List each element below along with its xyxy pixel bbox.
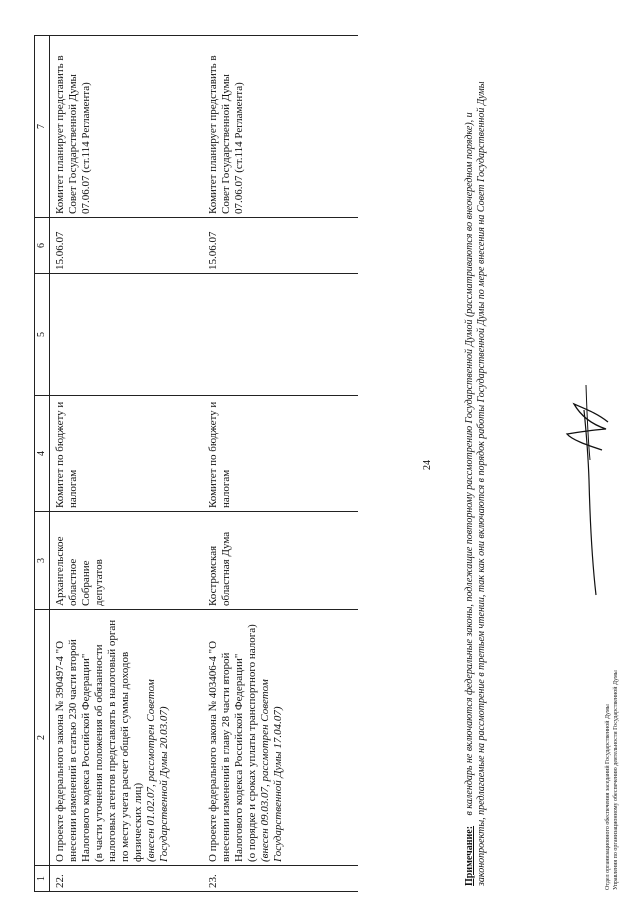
date: 15.06.07 xyxy=(50,218,204,274)
row-number: 22. xyxy=(50,866,204,892)
row-number: 23. xyxy=(203,866,358,892)
col-header-7: 7 xyxy=(35,36,50,218)
bill-description xyxy=(50,610,204,866)
col-header-4: 4 xyxy=(35,396,50,512)
footer-line-2: Управления по организационному обеспечению деятельности Государственной Думы xyxy=(613,670,619,890)
col5-cell xyxy=(50,274,204,396)
bill-introduced: (внесен 01.02.07, рассмотрен Советом Государственной Думы 20.03.07) xyxy=(145,679,170,862)
col-header-6: 6 xyxy=(35,218,50,274)
header-row xyxy=(35,36,50,892)
note-label: Примечание: xyxy=(464,825,475,886)
col-header-3: 3 xyxy=(35,512,50,610)
plan: Комитет планирует представить в Совет Государственной Думы 07.06.07 (ст.114 Регламента) xyxy=(50,36,204,218)
signature xyxy=(562,370,612,600)
initiator: Костромская областная Дума xyxy=(203,512,358,610)
col-header-1: 1 xyxy=(35,866,50,892)
committee: Комитет по бюджету и налогам xyxy=(203,396,358,512)
page-number: 24 xyxy=(422,460,433,470)
bill-introduced: (внесен 09.03.07, рассмотрен Советом Государственной Думы 17.04.07) xyxy=(259,679,284,862)
col-header-2: 2 xyxy=(35,610,50,866)
initiator: Архангельское областное Собрание депутатов xyxy=(50,512,204,610)
col-header-5: 5 xyxy=(35,274,50,396)
bill-title: О проекте федерального закона № 390497-4 "О внесении изменений в статью 230 части второй Налогового кодекса Российской Федерации" xyxy=(54,639,92,862)
table-row xyxy=(203,36,358,892)
note xyxy=(464,46,488,886)
bill-detail: (о порядке и сроках уплаты транспортного налога) xyxy=(246,624,258,862)
table-row xyxy=(50,36,204,892)
bill-title: О проекте федерального закона № 403406-4 "О внесении изменений в главу 28 части второй Налогового кодекса Российской Федерации" xyxy=(207,640,245,862)
bill-description xyxy=(203,610,358,866)
footer-line-1: Отдел организационного обеспечения заседаний Государственной Думы xyxy=(605,704,611,890)
footer xyxy=(604,670,620,890)
bill-detail: (в части уточнения положения об обязанности налоговых агентов представлять в налоговый орган по месту учета расчет общей суммы доходов физических лиц) xyxy=(93,619,144,862)
col5-cell xyxy=(203,274,358,396)
committee: Комитет по бюджету и налогам xyxy=(50,396,204,512)
plan: Комитет планирует представить в Совет Государственной Думы 07.06.07 (ст.114 Регламента) xyxy=(203,36,358,218)
note-text: в календарь не включаются федеральные законы, подлежащие повторному рассмотрению Государственной Думой (рассматриваются во внеочередном порядке), и законопроекты, предлагаемые на рассмотрение в третьем чтении, так как они включаются в порядок работы Государственной Думы по мере внесения на Совет Государственной Думы xyxy=(464,81,487,886)
calendar-table xyxy=(34,35,358,892)
date: 15.06.07 xyxy=(203,218,358,274)
